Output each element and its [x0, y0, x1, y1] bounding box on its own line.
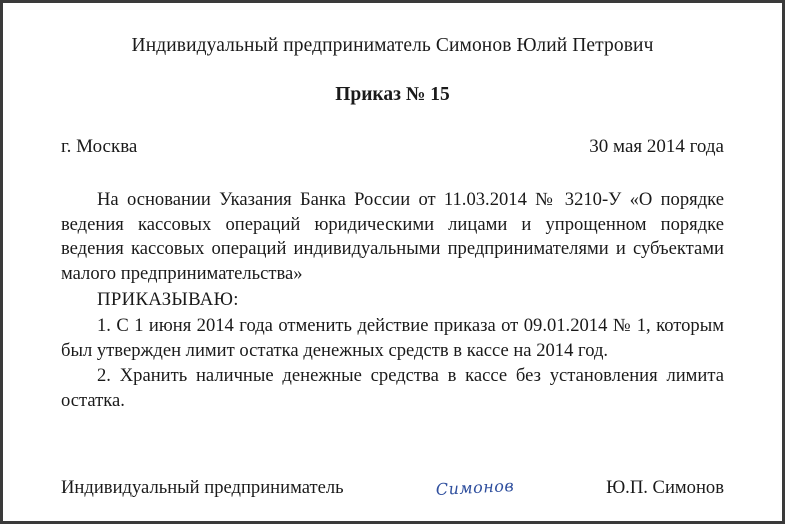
city-label: г. Москва: [61, 136, 138, 157]
meta-row: [61, 136, 724, 158]
declare-label: ПРИКАЗЫВАЮ:: [97, 288, 239, 310]
page-title: Индивидуальный предприниматель Симонов Юлий Петрович: [131, 35, 654, 56]
signature-area: [344, 469, 606, 499]
body-text: [61, 188, 724, 414]
basis-paragraph: На основании Указания Банка России от 11.03.2014 № 3210-У «О порядке ведения кассовых операций юридическими лицами и упрощенном порядке ведения кассовых операций индивидуальными предпринимателями и субъектами малого предпринимательства»: [61, 189, 724, 285]
document-body: [3, 3, 782, 521]
handwritten-signature: Симонов: [435, 475, 515, 500]
date-label: 30 мая 2014 года: [589, 136, 724, 157]
order-item-1: 1. С 1 июня 2014 года отменить действие приказа от 09.01.2014 № 1, которым был утвержден лимит остатка денежных средств в кассе на 2014 год.: [61, 314, 724, 361]
signer-name: Ю.П. Симонов: [606, 477, 724, 498]
order-number-line: Приказ № 15: [335, 84, 450, 105]
signature-block: [61, 469, 724, 499]
order-item-2: 2. Хранить наличные денежные средства в кассе без установления лимита остатка.: [61, 365, 724, 412]
signer-role: Индивидуальный предприниматель: [61, 477, 344, 498]
